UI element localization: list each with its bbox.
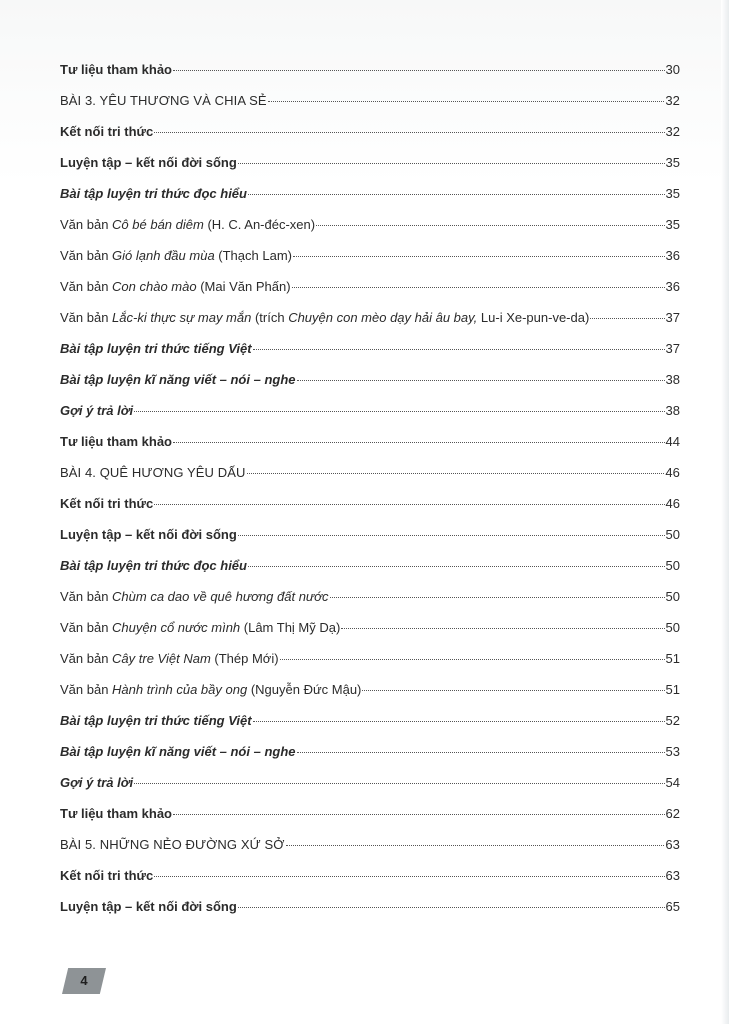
toc-entry xyxy=(60,364,680,395)
toc-entry-work-title: Cây tre Việt Nam xyxy=(112,651,211,666)
toc-entry xyxy=(60,178,680,209)
toc-entry-page: 50 xyxy=(665,558,680,573)
toc-entry-page: 65 xyxy=(665,899,680,914)
page-number: 4 xyxy=(80,973,88,988)
toc-entry-text: Văn bản xyxy=(60,620,113,635)
toc-entry-page: 53 xyxy=(665,744,680,759)
dot-leader xyxy=(238,163,665,164)
toc-entry xyxy=(60,798,680,829)
toc-entry-page: 36 xyxy=(665,248,680,263)
toc-entry-text: Bài tập luyện kĩ năng viết – nói – nghe xyxy=(60,372,296,387)
dot-leader xyxy=(297,380,665,381)
toc-entry-title xyxy=(60,798,172,829)
toc-entry-text: Văn bản xyxy=(60,651,113,666)
toc-entry-title xyxy=(60,643,279,674)
toc-entry-title xyxy=(60,705,252,736)
toc-entry xyxy=(60,550,680,581)
toc-entry-text: Văn bản xyxy=(60,310,113,325)
toc-entry-title xyxy=(60,767,133,798)
toc-entry xyxy=(60,85,680,116)
toc-entry xyxy=(60,581,680,612)
toc-entry-title xyxy=(60,860,153,891)
toc-entry xyxy=(60,519,680,550)
toc-entry-title xyxy=(60,457,246,488)
toc-entry-text: (H. C. An-đéc-xen) xyxy=(203,217,316,232)
toc-entry-text: Kết nối tri thức xyxy=(60,496,154,511)
toc-entry-title xyxy=(60,488,153,519)
toc-entry-title xyxy=(60,612,340,643)
toc-entry-page: 63 xyxy=(665,837,680,852)
toc-entry-work-title: Chùm ca dao về quê hương đất nước xyxy=(112,589,329,604)
toc-entry-page: 51 xyxy=(665,651,680,666)
toc-entry-page: 35 xyxy=(665,217,680,232)
dot-leader xyxy=(316,225,664,226)
dot-leader xyxy=(341,628,664,629)
toc-entry-page: 35 xyxy=(665,155,680,170)
toc-entry xyxy=(60,54,680,85)
dot-leader xyxy=(134,411,664,412)
toc-entry-text: Tư liệu tham khảo xyxy=(60,434,172,449)
toc-entry-title xyxy=(60,519,237,550)
toc-entry-text: Gợi ý trả lời xyxy=(60,775,134,790)
toc-entry-page: 36 xyxy=(665,279,680,294)
toc-entry-text: (Nguyễn Đức Mậu) xyxy=(247,682,362,697)
toc-entry-work-title: Gió lạnh đầu mùa xyxy=(112,248,215,263)
toc-entry-title xyxy=(60,85,267,116)
toc-entry-title xyxy=(60,364,296,395)
toc-entry-title xyxy=(60,891,237,922)
toc-entry-title xyxy=(60,54,172,85)
toc-entry xyxy=(60,240,680,271)
toc-entry-text: Bài tập luyện tri thức đọc hiểu xyxy=(60,186,247,201)
toc-entry-title xyxy=(60,674,361,705)
toc-entry-title xyxy=(60,116,153,147)
dot-leader xyxy=(292,287,665,288)
toc-entry xyxy=(60,705,680,736)
toc-entry-page: 35 xyxy=(665,186,680,201)
toc-entry-text: Văn bản xyxy=(60,589,113,604)
dot-leader xyxy=(248,566,665,567)
dot-leader xyxy=(154,876,664,877)
toc-entry xyxy=(60,643,680,674)
toc-entry-text: Bài tập luyện kĩ năng viết – nói – nghe xyxy=(60,744,296,759)
toc-entry-text: Luyện tập – kết nối đời sống xyxy=(60,527,237,542)
dot-leader xyxy=(154,504,664,505)
toc-entry-title xyxy=(60,395,133,426)
toc-entry-work-title: Lắc-ki thực sự may mắn xyxy=(112,310,252,325)
dot-leader xyxy=(253,721,665,722)
toc-entry xyxy=(60,457,680,488)
toc-entry-work-title: Con chào mào xyxy=(112,279,197,294)
toc-entry-text: Bài tập luyện tri thức tiếng Việt xyxy=(60,341,252,356)
dot-leader xyxy=(247,473,665,474)
dot-leader xyxy=(253,349,665,350)
toc-entry-title xyxy=(60,333,252,364)
dot-leader xyxy=(248,194,665,195)
dot-leader xyxy=(154,132,664,133)
dot-leader xyxy=(297,752,665,753)
dot-leader xyxy=(173,442,665,443)
toc-entry-title xyxy=(60,240,292,271)
dot-leader xyxy=(238,535,665,536)
toc-entry xyxy=(60,209,680,240)
toc-entry xyxy=(60,147,680,178)
dot-leader xyxy=(330,597,665,598)
toc-entry-text: Kết nối tri thức xyxy=(60,124,154,139)
toc-entry-page: 38 xyxy=(665,403,680,418)
toc-entry xyxy=(60,829,680,860)
toc-entry-title xyxy=(60,302,589,333)
toc-entry-page: 50 xyxy=(665,620,680,635)
toc-entry-page: 51 xyxy=(665,682,680,697)
toc-entry-page: 44 xyxy=(665,434,680,449)
toc-entry-title xyxy=(60,829,285,860)
toc-entry xyxy=(60,767,680,798)
toc-entry-text: Văn bản xyxy=(60,248,113,263)
toc-entry-title xyxy=(60,271,291,302)
table-of-contents xyxy=(60,54,680,922)
toc-entry-page: 50 xyxy=(665,589,680,604)
toc-entry-title xyxy=(60,550,247,581)
dot-leader xyxy=(173,814,665,815)
toc-entry-text: Văn bản xyxy=(60,682,113,697)
toc-entry xyxy=(60,333,680,364)
toc-entry-text: Văn bản xyxy=(60,279,113,294)
toc-entry-text: Bài tập luyện tri thức đọc hiểu xyxy=(60,558,247,573)
dot-leader xyxy=(362,690,664,691)
toc-entry-page: 52 xyxy=(665,713,680,728)
dot-leader xyxy=(268,101,665,102)
toc-entry-page: 32 xyxy=(665,93,680,108)
toc-entry-text: (Lâm Thị Mỹ Dạ) xyxy=(240,620,341,635)
toc-entry-title xyxy=(60,581,329,612)
toc-entry xyxy=(60,891,680,922)
toc-entry-page: 50 xyxy=(665,527,680,542)
toc-entry xyxy=(60,488,680,519)
toc-entry-work-title: Chuyện cổ nước mình xyxy=(112,620,241,635)
toc-entry-page: 46 xyxy=(665,465,680,480)
dot-leader xyxy=(173,70,665,71)
toc-entry xyxy=(60,860,680,891)
toc-entry-text: Kết nối tri thức xyxy=(60,868,154,883)
toc-entry-text: (Thạch Lam) xyxy=(214,248,292,263)
toc-entry-page: 32 xyxy=(665,124,680,139)
toc-entry xyxy=(60,116,680,147)
toc-entry-page: 30 xyxy=(665,62,680,77)
toc-entry-title xyxy=(60,147,237,178)
toc-entry-page: 54 xyxy=(665,775,680,790)
toc-entry-page: 38 xyxy=(665,372,680,387)
toc-entry-title xyxy=(60,178,247,209)
page-edge-shadow xyxy=(721,0,729,1024)
toc-entry-text: Tư liệu tham khảo xyxy=(60,62,172,77)
toc-entry-work-title: Cô bé bán diêm xyxy=(112,217,204,232)
toc-entry-work-title: Chuyện con mèo dạy hải âu bay, xyxy=(288,310,478,325)
toc-entry-text: Luyện tập – kết nối đời sống xyxy=(60,155,237,170)
toc-entry-page: 63 xyxy=(665,868,680,883)
toc-entry-text: (Thép Mới) xyxy=(210,651,279,666)
dot-leader xyxy=(293,256,665,257)
toc-entry xyxy=(60,426,680,457)
toc-entry-work-title: Hành trình của bầy ong xyxy=(112,682,248,697)
toc-entry-text: Bài tập luyện tri thức tiếng Việt xyxy=(60,713,252,728)
toc-entry-page: 46 xyxy=(665,496,680,511)
dot-leader xyxy=(238,907,665,908)
toc-entry-text: BÀI 4. QUÊ HƯƠNG YÊU DẤU xyxy=(60,465,246,480)
toc-entry-text: Lu-i Xe-pun-ve-da) xyxy=(477,310,590,325)
toc-entry-title xyxy=(60,736,296,767)
toc-entry xyxy=(60,271,680,302)
toc-entry-text: Văn bản xyxy=(60,217,113,232)
dot-leader xyxy=(590,318,664,319)
dot-leader xyxy=(134,783,664,784)
toc-entry-text: Luyện tập – kết nối đời sống xyxy=(60,899,237,914)
toc-entry xyxy=(60,736,680,767)
toc-entry-title xyxy=(60,426,172,457)
toc-entry-title xyxy=(60,209,315,240)
toc-entry-page: 62 xyxy=(665,806,680,821)
toc-entry xyxy=(60,674,680,705)
toc-entry xyxy=(60,302,680,333)
toc-entry-page: 37 xyxy=(665,341,680,356)
toc-entry-text: Gợi ý trả lời xyxy=(60,403,134,418)
toc-entry-text: BÀI 3. YÊU THƯƠNG VÀ CHIA SẺ xyxy=(60,93,267,108)
dot-leader xyxy=(286,845,665,846)
toc-entry xyxy=(60,395,680,426)
dot-leader xyxy=(280,659,665,660)
toc-entry-text: (Mai Văn Phấn) xyxy=(196,279,291,294)
toc-entry-text: (trích xyxy=(251,310,289,325)
toc-entry-text: BÀI 5. NHỮNG NẺO ĐƯỜNG XỨ SỞ xyxy=(60,837,285,852)
toc-entry-page: 37 xyxy=(665,310,680,325)
toc-entry-text: Tư liệu tham khảo xyxy=(60,806,172,821)
toc-entry xyxy=(60,612,680,643)
